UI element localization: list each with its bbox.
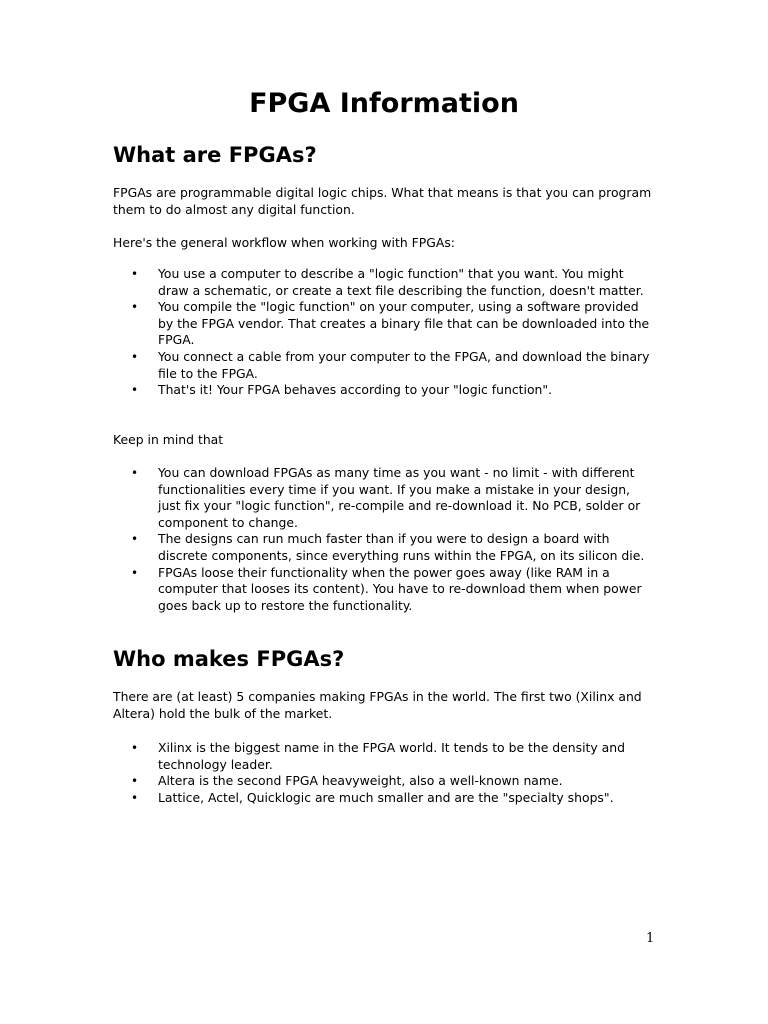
paragraph-companies: There are (at least) 5 companies making FPGAs in the world. The first two (Xilinx and Altera) hold the bulk of the market.	[113, 689, 642, 721]
bullet-icon: •	[131, 774, 139, 789]
bullet-icon: •	[131, 300, 139, 315]
list-item	[113, 773, 653, 790]
list-item-text: You can download FPGAs as many time as you want - no limit - with different functionalities every time if you want. If you make a mistake in your design, just fix your "logic function", re-compile and re-download it. No PCB, solder or component to change.	[158, 465, 641, 530]
page-title: FPGA Information	[249, 88, 519, 119]
bullet-icon: •	[131, 349, 139, 364]
list-item-text: FPGAs loose their functionality when the power goes away (like RAM in a computer that looses its content). You have to re-download them when power goes back up to restore the functionality.	[158, 564, 642, 613]
list-item	[113, 299, 653, 349]
keep-in-mind-list	[113, 465, 653, 614]
list-item-text: You connect a cable from your computer to the FPGA, and download the binary file to the FPGA.	[158, 348, 650, 381]
bullet-icon: •	[131, 532, 139, 547]
paragraph-intro: FPGAs are programmable digital logic chips. What that means is that you can program them to do almost any digital function.	[113, 185, 652, 217]
bullet-icon: •	[131, 383, 139, 398]
companies-list	[113, 740, 653, 806]
paragraph-keep-in-mind: Keep in mind that	[113, 432, 224, 447]
bullet-icon: •	[131, 565, 139, 580]
bullet-icon: •	[131, 741, 139, 755]
list-item	[113, 531, 653, 564]
list-item	[113, 740, 653, 773]
list-item-text: The designs can run much faster than if you were to design a board with discrete components, since everything runs within the FPGA, on its silicon die.	[158, 531, 645, 563]
section-heading-who-makes-fpgas: Who makes FPGAs?	[113, 647, 345, 671]
list-item	[113, 790, 653, 807]
list-item	[113, 266, 653, 299]
bullet-icon: •	[131, 790, 139, 805]
list-item-text: Xilinx is the biggest name in the FPGA world. It tends to be the density and technology leader.	[158, 740, 625, 772]
list-item	[113, 349, 653, 382]
list-item	[113, 565, 653, 615]
list-item-text: Altera is the second FPGA heavyweight, also a well-known name.	[158, 773, 563, 789]
workflow-list	[113, 266, 653, 399]
list-item	[113, 465, 653, 531]
list-item-text: That's it! Your FPGA behaves according to your "logic function".	[158, 382, 553, 398]
list-item-text: Lattice, Actel, Quicklogic are much smaller and are the "specialty shops".	[158, 789, 614, 805]
list-item-text: You compile the "logic function" on your computer, using a software provided by the FPGA vendor. That creates a binary file that can be downloaded into the FPGA.	[158, 299, 650, 348]
list-item	[113, 382, 653, 399]
bullet-icon: •	[131, 267, 139, 281]
paragraph-workflow-intro: Here's the general workflow when working with FPGAs:	[113, 235, 455, 250]
section-heading-what-are-fpgas: What are FPGAs?	[113, 143, 317, 167]
bullet-icon: •	[131, 466, 139, 480]
list-item-text: You use a computer to describe a "logic function" that you want. You might draw a schematic, or create a text file describing the function, doesn't matter.	[158, 266, 644, 298]
page-number: 1	[646, 931, 655, 946]
